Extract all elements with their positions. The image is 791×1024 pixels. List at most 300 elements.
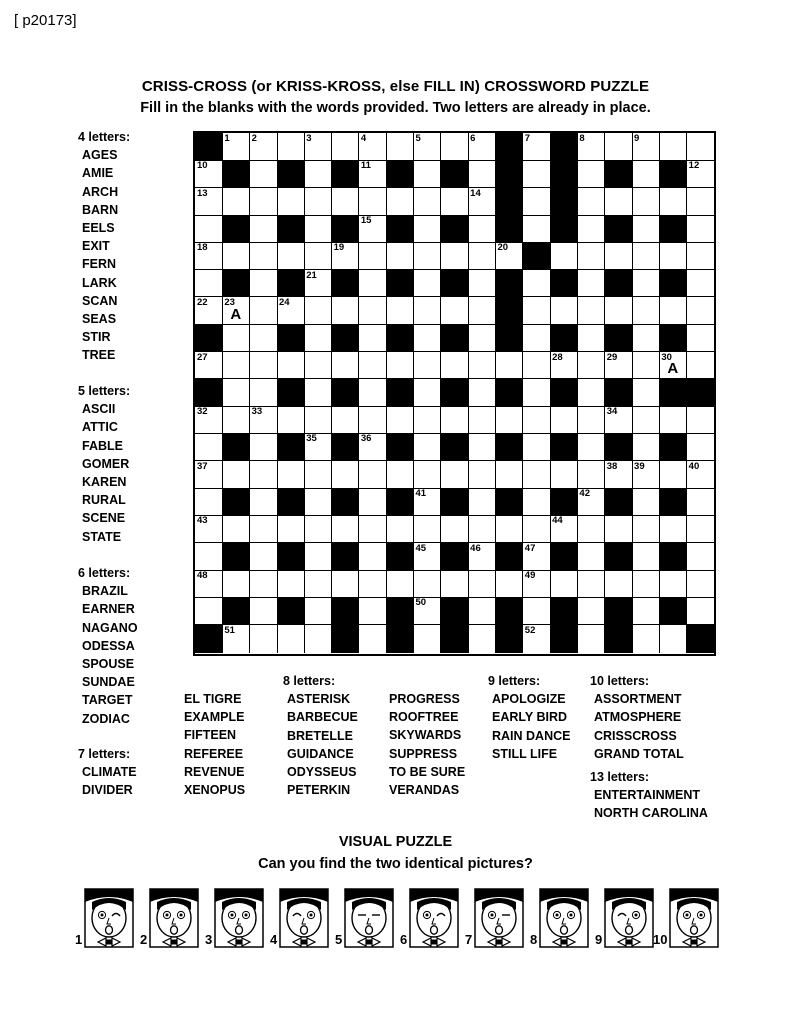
grid-cell[interactable]: [277, 242, 305, 270]
grid-cell[interactable]: [359, 352, 387, 380]
grid-cell[interactable]: [332, 461, 360, 489]
grid-cell[interactable]: [523, 270, 551, 298]
grid-cell[interactable]: [414, 160, 442, 188]
grid-cell-black: [277, 379, 305, 407]
grid-cell[interactable]: [386, 570, 414, 598]
grid-cell[interactable]: [332, 133, 360, 161]
grid-cell[interactable]: [304, 406, 332, 434]
grid-cell[interactable]: [577, 270, 605, 298]
grid-cell[interactable]: [359, 133, 387, 161]
grid-cell-black: [386, 324, 414, 352]
grid-cell[interactable]: [441, 352, 469, 380]
grid-cell[interactable]: [304, 597, 332, 625]
grid-cell[interactable]: [304, 324, 332, 352]
grid-cell[interactable]: [632, 160, 660, 188]
grid-cell-black: [495, 160, 523, 188]
grid-cell[interactable]: [441, 188, 469, 216]
word-list-item: FIFTEEN: [184, 728, 237, 743]
grid-cell[interactable]: [577, 515, 605, 543]
grid-cell[interactable]: [577, 160, 605, 188]
grid-cell[interactable]: [250, 515, 278, 543]
grid-cell[interactable]: [577, 625, 605, 653]
grid-cell[interactable]: [468, 133, 496, 161]
grid-cell[interactable]: [687, 215, 715, 243]
grid-cell-black: [386, 597, 414, 625]
grid-cell[interactable]: [304, 379, 332, 407]
grid-cell[interactable]: [605, 406, 633, 434]
grid-cell[interactable]: [577, 297, 605, 325]
grid-cell[interactable]: [386, 406, 414, 434]
grid-cell[interactable]: [386, 515, 414, 543]
grid-cell[interactable]: [222, 188, 250, 216]
grid-cell[interactable]: [687, 515, 715, 543]
grid-cell[interactable]: [332, 242, 360, 270]
grid-cell[interactable]: [195, 188, 223, 216]
grid-cell-black: [605, 379, 633, 407]
grid-cell[interactable]: [523, 160, 551, 188]
grid-cell[interactable]: [632, 543, 660, 571]
grid-cell[interactable]: [250, 160, 278, 188]
grid-cell[interactable]: [577, 570, 605, 598]
picture-number: 4: [270, 932, 278, 947]
grid-cell[interactable]: [250, 625, 278, 653]
grid-cell[interactable]: [659, 570, 687, 598]
grid-cell[interactable]: [577, 543, 605, 571]
grid-cell[interactable]: [195, 406, 223, 434]
grid-cell[interactable]: [195, 543, 223, 571]
grid-cell[interactable]: [222, 297, 250, 325]
grid-cell[interactable]: [441, 570, 469, 598]
grid-cell[interactable]: [577, 461, 605, 489]
grid-cell[interactable]: [441, 515, 469, 543]
grid-cell[interactable]: [250, 352, 278, 380]
grid-cell[interactable]: [222, 324, 250, 352]
picture-number: 6: [400, 932, 408, 947]
grid-cell[interactable]: [550, 461, 578, 489]
face-picture[interactable]: [409, 888, 459, 948]
grid-cell[interactable]: [195, 515, 223, 543]
grid-cell[interactable]: [195, 297, 223, 325]
grid-cell[interactable]: [277, 515, 305, 543]
grid-cell[interactable]: [386, 188, 414, 216]
grid-cell[interactable]: [577, 133, 605, 161]
grid-cell[interactable]: [304, 242, 332, 270]
clue-number: 35: [306, 433, 317, 445]
clue-number: 9: [634, 133, 640, 144]
grid-cell[interactable]: [222, 515, 250, 543]
grid-cell-black: [277, 324, 305, 352]
grid-cell[interactable]: [550, 406, 578, 434]
grid-cell[interactable]: [550, 242, 578, 270]
face-picture[interactable]: [214, 888, 264, 948]
grid-cell[interactable]: [359, 406, 387, 434]
grid-cell[interactable]: [222, 133, 250, 161]
grid-cell[interactable]: [687, 324, 715, 352]
grid-cell[interactable]: [359, 160, 387, 188]
grid-cell[interactable]: [687, 160, 715, 188]
grid-cell[interactable]: [577, 215, 605, 243]
grid-cell[interactable]: [468, 242, 496, 270]
grid-cell[interactable]: [468, 324, 496, 352]
grid-cell[interactable]: [359, 215, 387, 243]
grid-cell[interactable]: [687, 406, 715, 434]
grid-cell[interactable]: [523, 352, 551, 380]
grid-cell[interactable]: [195, 242, 223, 270]
grid-cell[interactable]: [523, 597, 551, 625]
grid-cell[interactable]: [523, 433, 551, 461]
grid-cell[interactable]: [304, 188, 332, 216]
grid-cell[interactable]: [359, 324, 387, 352]
grid-cell[interactable]: [250, 597, 278, 625]
grid-cell[interactable]: [195, 270, 223, 298]
grid-cell[interactable]: [359, 433, 387, 461]
grid-cell[interactable]: [414, 488, 442, 516]
word-list-item: STILL LIFE: [492, 746, 558, 761]
grid-cell[interactable]: [687, 270, 715, 298]
grid-cell[interactable]: [550, 297, 578, 325]
word-list-item: EELS: [82, 221, 115, 236]
grid-cell[interactable]: [632, 488, 660, 516]
grid-cell[interactable]: [386, 352, 414, 380]
grid-cell[interactable]: [687, 433, 715, 461]
grid-cell[interactable]: [632, 406, 660, 434]
grid-cell[interactable]: [632, 215, 660, 243]
grid-cell[interactable]: [386, 297, 414, 325]
grid-cell[interactable]: [632, 270, 660, 298]
grid-cell[interactable]: [468, 297, 496, 325]
grid-cell[interactable]: [304, 543, 332, 571]
grid-cell[interactable]: [523, 625, 551, 653]
grid-cell[interactable]: [414, 515, 442, 543]
face-picture[interactable]: [84, 888, 134, 948]
grid-cell[interactable]: [523, 570, 551, 598]
grid-cell[interactable]: [523, 488, 551, 516]
grid-cell[interactable]: [605, 352, 633, 380]
grid-cell[interactable]: [414, 297, 442, 325]
word-list-item: STATE: [82, 529, 122, 544]
grid-cell[interactable]: [577, 188, 605, 216]
grid-cell[interactable]: [495, 406, 523, 434]
grid-cell[interactable]: [332, 515, 360, 543]
grid-cell[interactable]: [332, 188, 360, 216]
grid-cell[interactable]: [359, 270, 387, 298]
grid-cell[interactable]: [304, 215, 332, 243]
grid-cell[interactable]: [250, 543, 278, 571]
grid-cell[interactable]: [304, 133, 332, 161]
grid-cell[interactable]: [222, 379, 250, 407]
grid-cell[interactable]: [523, 406, 551, 434]
grid-cell[interactable]: [332, 352, 360, 380]
grid-cell[interactable]: [304, 461, 332, 489]
grid-cell[interactable]: [632, 433, 660, 461]
grid-cell[interactable]: [605, 133, 633, 161]
grid-cell[interactable]: [468, 515, 496, 543]
grid-cell[interactable]: [605, 297, 633, 325]
grid-cell[interactable]: [441, 297, 469, 325]
grid-cell[interactable]: [250, 406, 278, 434]
clue-number: 29: [606, 351, 618, 363]
grid-cell[interactable]: [523, 215, 551, 243]
grid-cell[interactable]: [250, 570, 278, 598]
word-list-item: GUIDANCE: [287, 746, 354, 761]
grid-cell[interactable]: [359, 570, 387, 598]
grid-cell[interactable]: [577, 488, 605, 516]
grid-cell[interactable]: [250, 324, 278, 352]
grid-cell[interactable]: [332, 406, 360, 434]
grid-cell[interactable]: [605, 188, 633, 216]
grid-cell[interactable]: [495, 515, 523, 543]
grid-cell[interactable]: [550, 570, 578, 598]
grid-cell[interactable]: [277, 297, 305, 325]
grid-cell[interactable]: [659, 406, 687, 434]
grid-cell-black: [495, 597, 523, 625]
grid-cell[interactable]: [304, 515, 332, 543]
grid-cell[interactable]: [222, 352, 250, 380]
grid-cell[interactable]: [632, 188, 660, 216]
picture-number: 9: [595, 932, 603, 947]
grid-cell[interactable]: [250, 379, 278, 407]
grid-cell[interactable]: [632, 570, 660, 598]
grid-cell[interactable]: [468, 433, 496, 461]
grid-cell[interactable]: [468, 461, 496, 489]
grid-cell[interactable]: [687, 461, 715, 489]
grid-cell[interactable]: [441, 133, 469, 161]
grid-cell-black: [386, 270, 414, 298]
grid-cell[interactable]: [386, 242, 414, 270]
grid-cell[interactable]: [632, 133, 660, 161]
grid-cell[interactable]: [359, 297, 387, 325]
grid-cell[interactable]: [250, 297, 278, 325]
grid-cell[interactable]: [577, 379, 605, 407]
grid-cell[interactable]: [195, 570, 223, 598]
grid-cell[interactable]: [659, 461, 687, 489]
grid-cell[interactable]: [277, 188, 305, 216]
grid-cell[interactable]: [468, 188, 496, 216]
grid-cell[interactable]: [195, 597, 223, 625]
grid-cell[interactable]: [359, 188, 387, 216]
grid-cell[interactable]: [605, 570, 633, 598]
grid-cell[interactable]: [277, 133, 305, 161]
face-picture[interactable]: [669, 888, 719, 948]
grid-cell[interactable]: [250, 242, 278, 270]
grid-cell[interactable]: [687, 188, 715, 216]
grid-cell[interactable]: [523, 324, 551, 352]
grid-cell[interactable]: [468, 597, 496, 625]
grid-cell[interactable]: [250, 461, 278, 489]
grid-cell[interactable]: [195, 461, 223, 489]
grid-cell[interactable]: [659, 133, 687, 161]
grid-cell[interactable]: [359, 379, 387, 407]
grid-cell[interactable]: [495, 352, 523, 380]
grid-cell[interactable]: [577, 433, 605, 461]
grid-cell[interactable]: [222, 570, 250, 598]
grid-cell[interactable]: [222, 406, 250, 434]
word-group-8-letters: [283, 672, 358, 799]
grid-cell[interactable]: [605, 515, 633, 543]
clue-number: 6: [470, 133, 476, 144]
grid-cell[interactable]: [359, 597, 387, 625]
grid-cell[interactable]: [386, 461, 414, 489]
grid-cell[interactable]: [304, 625, 332, 653]
grid-cell[interactable]: [523, 379, 551, 407]
grid-cell[interactable]: [359, 488, 387, 516]
grid-cell[interactable]: [577, 242, 605, 270]
grid-cell[interactable]: [414, 352, 442, 380]
grid-cell[interactable]: [414, 324, 442, 352]
grid-cell[interactable]: [414, 461, 442, 489]
face-picture[interactable]: [344, 888, 394, 948]
grid-cell[interactable]: [332, 570, 360, 598]
grid-cell[interactable]: [414, 406, 442, 434]
grid-cell[interactable]: [359, 515, 387, 543]
grid-cell[interactable]: [468, 270, 496, 298]
grid-cell[interactable]: [605, 461, 633, 489]
grid-cell[interactable]: [332, 297, 360, 325]
grid-cell[interactable]: [468, 379, 496, 407]
grid-cell[interactable]: [277, 352, 305, 380]
grid-cell[interactable]: [441, 406, 469, 434]
grid-cell[interactable]: [414, 597, 442, 625]
grid-cell[interactable]: [523, 133, 551, 161]
grid-cell[interactable]: [304, 488, 332, 516]
grid-cell[interactable]: [414, 188, 442, 216]
grid-cell[interactable]: [632, 625, 660, 653]
grid-cell[interactable]: [468, 488, 496, 516]
grid-cell[interactable]: [359, 461, 387, 489]
grid-cell[interactable]: [304, 160, 332, 188]
grid-cell[interactable]: [277, 406, 305, 434]
grid-cell[interactable]: [495, 570, 523, 598]
grid-cell[interactable]: [577, 597, 605, 625]
grid-cell[interactable]: [523, 461, 551, 489]
grid-cell[interactable]: [386, 133, 414, 161]
grid-cell[interactable]: [195, 433, 223, 461]
grid-cell[interactable]: [195, 488, 223, 516]
grid-cell[interactable]: [250, 215, 278, 243]
grid-cell[interactable]: [304, 570, 332, 598]
face-picture[interactable]: [604, 888, 654, 948]
grid-cell[interactable]: [523, 515, 551, 543]
face-picture[interactable]: [474, 888, 524, 948]
grid-cell[interactable]: [605, 242, 633, 270]
grid-cell[interactable]: [414, 270, 442, 298]
grid-cell[interactable]: [414, 543, 442, 571]
grid-cell[interactable]: [441, 461, 469, 489]
grid-cell[interactable]: [632, 297, 660, 325]
grid-cell[interactable]: [222, 625, 250, 653]
face-picture[interactable]: [149, 888, 199, 948]
grid-cell[interactable]: [687, 488, 715, 516]
grid-cell[interactable]: [414, 625, 442, 653]
grid-cell[interactable]: [687, 570, 715, 598]
grid-cell[interactable]: [550, 515, 578, 543]
grid-cell[interactable]: [659, 352, 687, 380]
grid-cell[interactable]: [359, 543, 387, 571]
grid-cell[interactable]: [195, 352, 223, 380]
grid-cell[interactable]: [577, 352, 605, 380]
grid-cell[interactable]: [414, 242, 442, 270]
grid-cell[interactable]: [468, 543, 496, 571]
grid-cell[interactable]: [468, 215, 496, 243]
grid-cell[interactable]: [250, 433, 278, 461]
grid-cell[interactable]: [659, 515, 687, 543]
grid-cell[interactable]: [523, 188, 551, 216]
grid-cell[interactable]: [250, 270, 278, 298]
grid-cell[interactable]: [277, 625, 305, 653]
grid-cell[interactable]: [304, 297, 332, 325]
grid-cell[interactable]: [659, 188, 687, 216]
grid-cell[interactable]: [468, 625, 496, 653]
grid-cell[interactable]: [687, 242, 715, 270]
grid-cell[interactable]: [687, 133, 715, 161]
grid-cell[interactable]: [687, 352, 715, 380]
grid-cell[interactable]: [632, 515, 660, 543]
grid-cell[interactable]: [195, 160, 223, 188]
grid-cell[interactable]: [250, 188, 278, 216]
grid-cell[interactable]: [359, 242, 387, 270]
grid-cell[interactable]: [577, 324, 605, 352]
grid-cell[interactable]: [550, 352, 578, 380]
grid-cell[interactable]: [659, 297, 687, 325]
grid-cell[interactable]: [632, 379, 660, 407]
face-picture[interactable]: [279, 888, 329, 948]
grid-cell[interactable]: [304, 433, 332, 461]
grid-cell[interactable]: [250, 133, 278, 161]
grid-cell[interactable]: [414, 570, 442, 598]
grid-cell[interactable]: [304, 270, 332, 298]
grid-cell[interactable]: [222, 242, 250, 270]
grid-cell[interactable]: [414, 215, 442, 243]
grid-cell[interactable]: [687, 297, 715, 325]
grid-cell-black: [332, 160, 360, 188]
grid-cell[interactable]: [277, 570, 305, 598]
grid-cell[interactable]: [414, 133, 442, 161]
grid-cell[interactable]: [523, 543, 551, 571]
grid-cell[interactable]: [195, 215, 223, 243]
grid-cell[interactable]: [304, 352, 332, 380]
grid-cell[interactable]: [495, 242, 523, 270]
grid-cell[interactable]: [523, 297, 551, 325]
grid-cell[interactable]: [632, 461, 660, 489]
grid-cell[interactable]: [659, 625, 687, 653]
grid-cell[interactable]: [441, 242, 469, 270]
grid-cell[interactable]: [577, 406, 605, 434]
word-list-item: RAIN DANCE: [492, 728, 571, 743]
grid-cell[interactable]: [468, 352, 496, 380]
word-list-item: STIR: [82, 330, 111, 345]
grid-cell-black: [605, 625, 633, 653]
word-list-item: LARK: [82, 275, 117, 290]
grid-cell[interactable]: [659, 242, 687, 270]
grid-cell[interactable]: [632, 324, 660, 352]
grid-cell[interactable]: [632, 597, 660, 625]
grid-cell[interactable]: [687, 543, 715, 571]
grid-cell[interactable]: [414, 379, 442, 407]
grid-cell[interactable]: [468, 570, 496, 598]
grid-cell[interactable]: [495, 461, 523, 489]
grid-cell[interactable]: [277, 461, 305, 489]
grid-cell[interactable]: [414, 433, 442, 461]
grid-cell[interactable]: [468, 406, 496, 434]
grid-cell[interactable]: [687, 597, 715, 625]
grid-cell[interactable]: [250, 488, 278, 516]
grid-cell[interactable]: [359, 625, 387, 653]
grid-cell[interactable]: [632, 242, 660, 270]
grid-cell[interactable]: [632, 352, 660, 380]
grid-cell[interactable]: [468, 160, 496, 188]
grid-cell[interactable]: [222, 461, 250, 489]
face-picture[interactable]: [539, 888, 589, 948]
